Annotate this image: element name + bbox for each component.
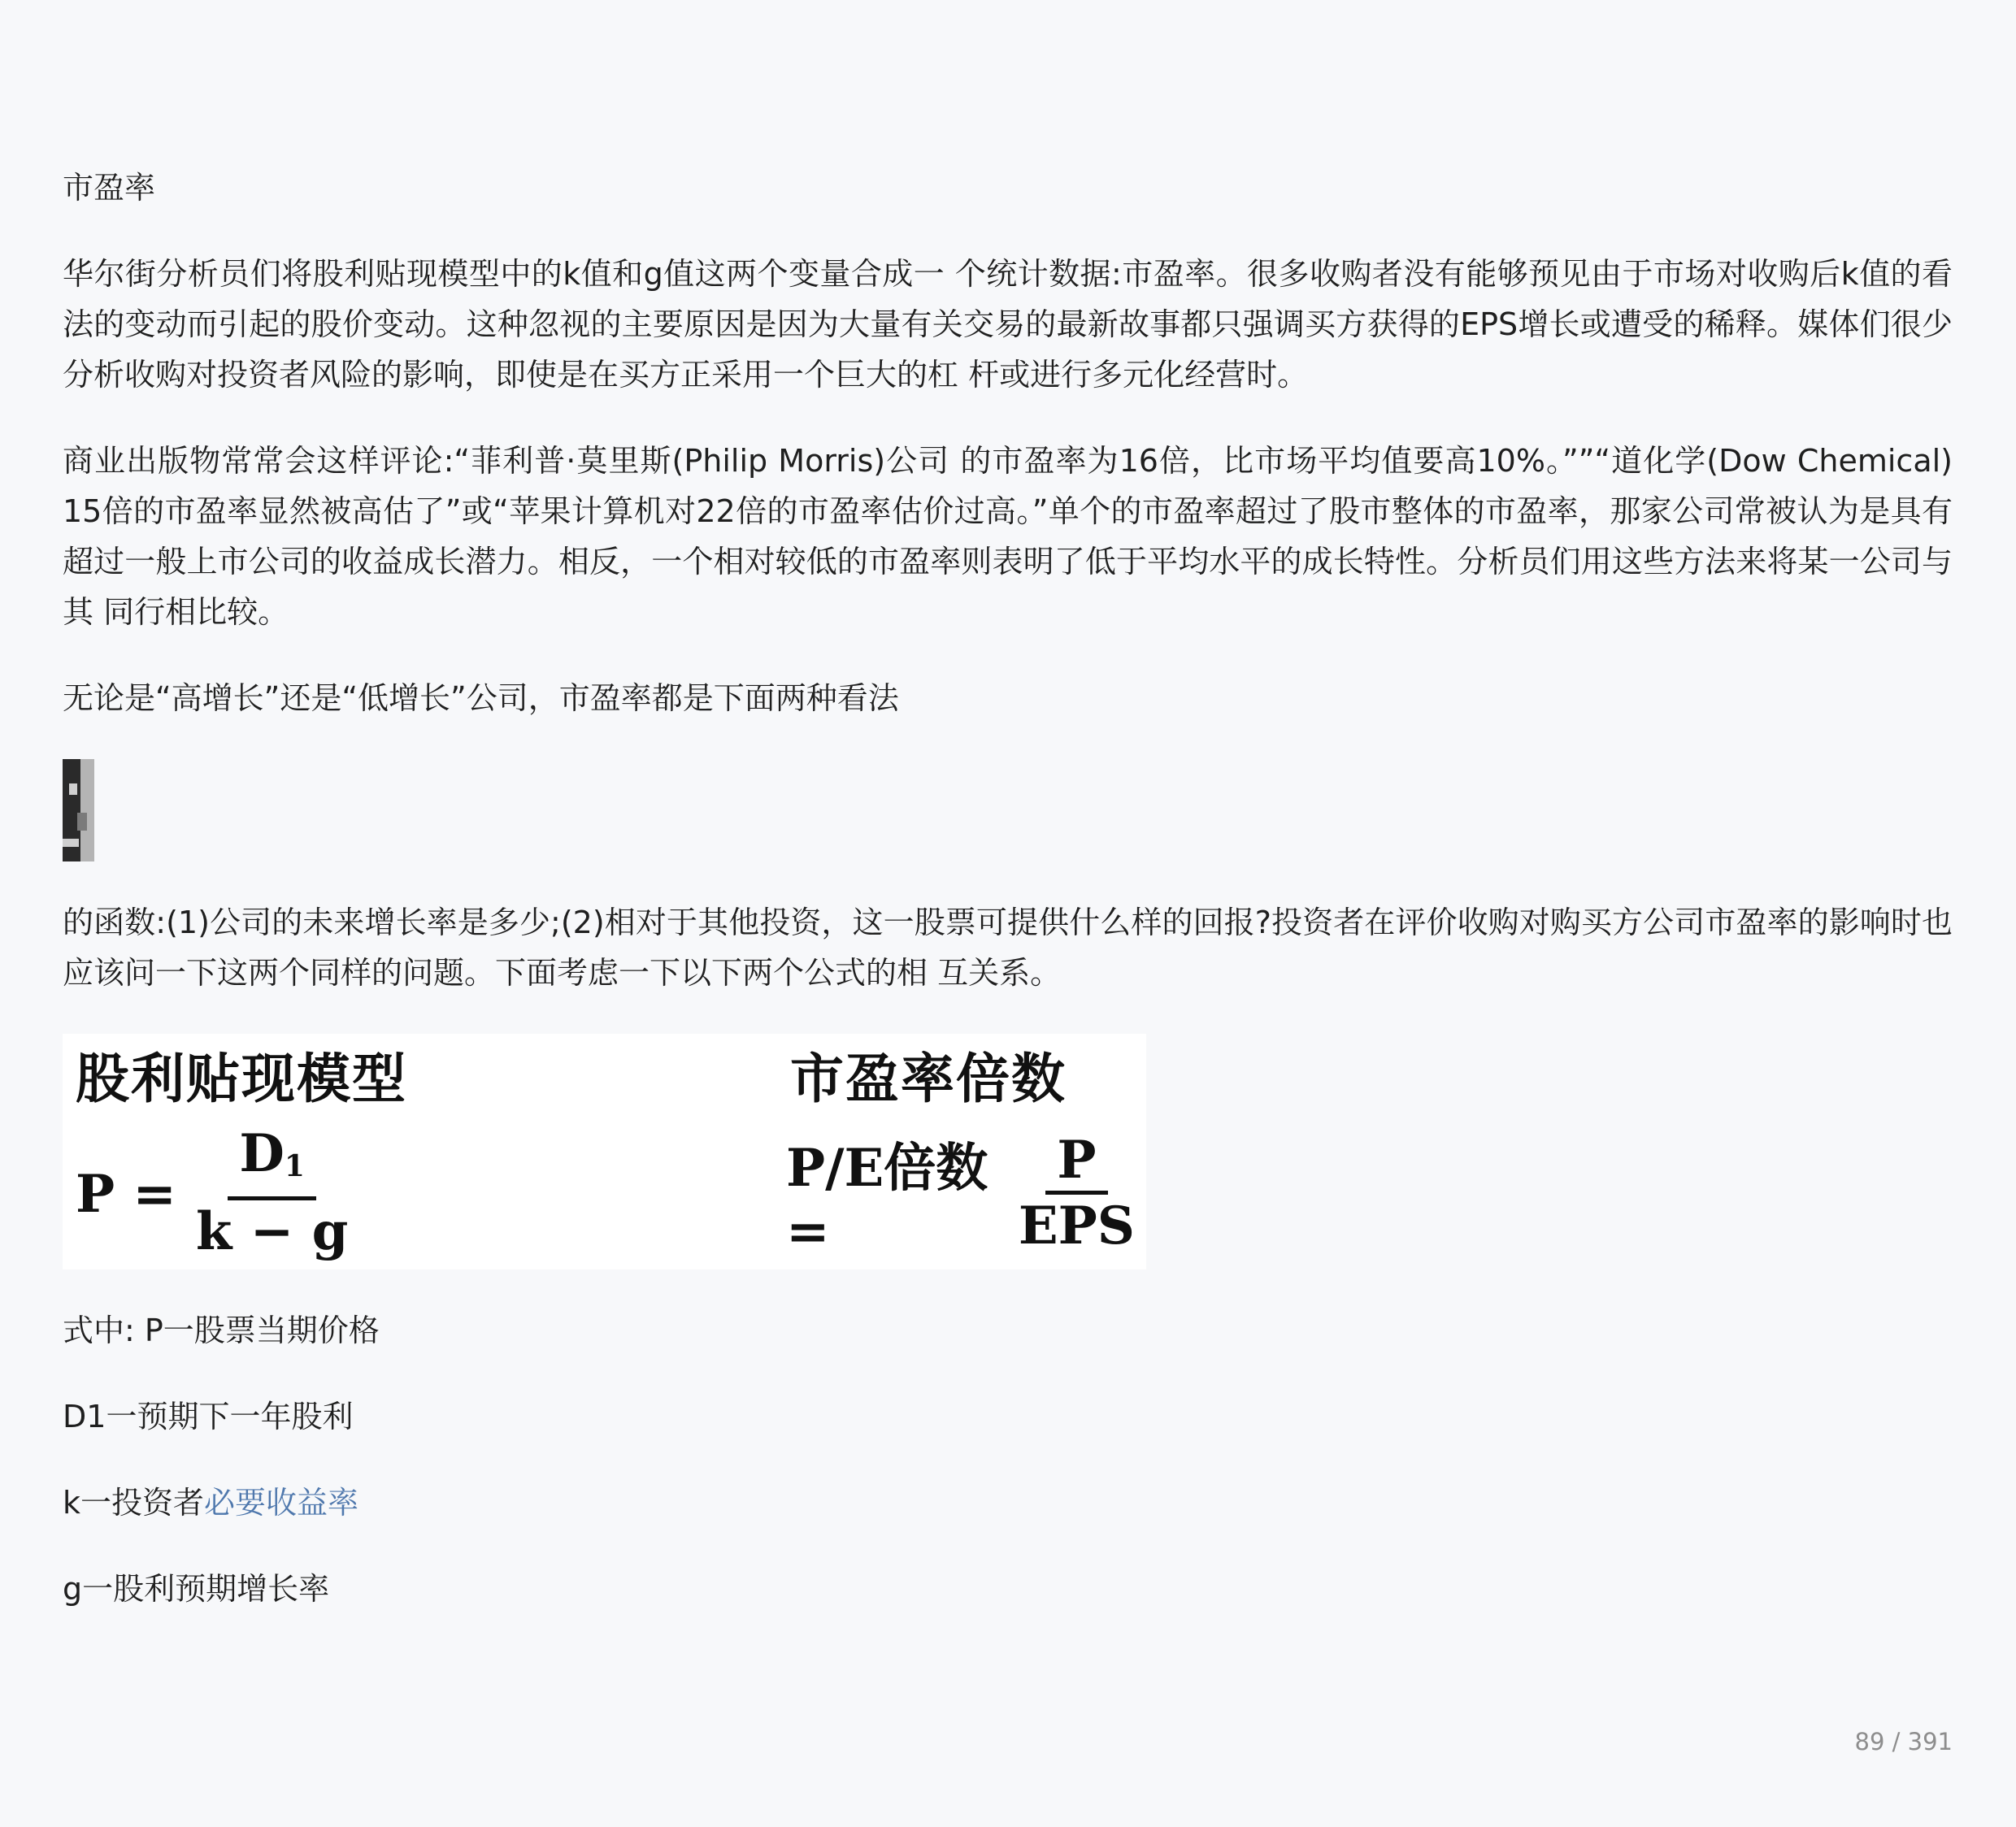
pe-multiple-formula (786, 1125, 1146, 1263)
small-scanned-image (63, 759, 94, 861)
formula-left-lhs: P = (76, 1163, 177, 1225)
paragraph-3: 无论是“高增长”还是“低增长”公司，市盈率都是下面两种看法 (63, 680, 899, 716)
paragraph-1: 华尔街分析员们将股利贴现模型中的k值和g值这两个变量合成一 个统计数据:市盈率。很多收购者没有能够预见由于市场对收购后k值的看法的变动而引起的股价变动。这种忽视的主要原因是因为大量有关交易的最新故事都只强调买方获得的EPS增长或遭受的稀释。媒体们很少分析收购对投资者风险的影响，即使是在买方正采用一个巨大的杠 杆或进行多元化经营时。 (63, 256, 1953, 393)
formula-right-fraction (1007, 1129, 1146, 1256)
formula-left-fraction (185, 1123, 359, 1262)
required-return-link[interactable]: 必要收益率 (204, 1485, 359, 1521)
paragraph-2: 商业出版物常常会这样评论:“菲利普·莫里斯(Philip Morris)公司 的市盈率为16倍，比市场平均值要高10%。””“道化学(Dow Chemical) 15倍的市盈率显然被高估了”或“苹果计算机对22倍的市盈率估价过高。”单个的市盈率超过了股市整体的市盈率，那家公司常被认为是具有超过一般上市公司的收益成长潜力。相反，一个相对较低的市盈率则表明了低于平均水平的成长特性。分析员们用这些方法来将某一公司与其 同行相比较。 (63, 443, 1953, 630)
formula-left-denominator: k − g (196, 1201, 349, 1262)
definition-k (63, 1478, 1953, 1528)
section-heading: 市盈率 (63, 170, 156, 206)
dividend-discount-formula (76, 1125, 359, 1263)
formula-left-numerator: D1 (228, 1126, 316, 1200)
paragraph-4: 的函数:(1)公司的未来增长率是多少;(2)相对于其他投资，这一股票可提供什么样的回报?投资者在评价收购对购买方公司市盈率的影响时也应该问一下这两个同样的问题。下面考虑一下以下两个公式的相 互关系。 (63, 905, 1953, 991)
formula-right-denominator: EPS (1018, 1195, 1135, 1256)
formula-right-lhs: P/E倍数 = (786, 1137, 988, 1262)
definition-g: g一股利预期增长率 (63, 1571, 330, 1607)
definition-p: 式中: P一股票当期价格 (63, 1313, 380, 1348)
formula-image (63, 1034, 1146, 1269)
page-number: 89 / 391 (1854, 1728, 1953, 1755)
formula-right-numerator: P (1045, 1132, 1107, 1195)
page-content (63, 163, 1953, 1650)
formula-right-title: 市盈率倍数 (790, 1047, 1067, 1110)
definition-k-text: k一投资者 (63, 1485, 205, 1521)
definition-d1: D1一预期下一年股利 (63, 1399, 354, 1434)
formula-left-title: 股利贴现模型 (76, 1047, 407, 1110)
